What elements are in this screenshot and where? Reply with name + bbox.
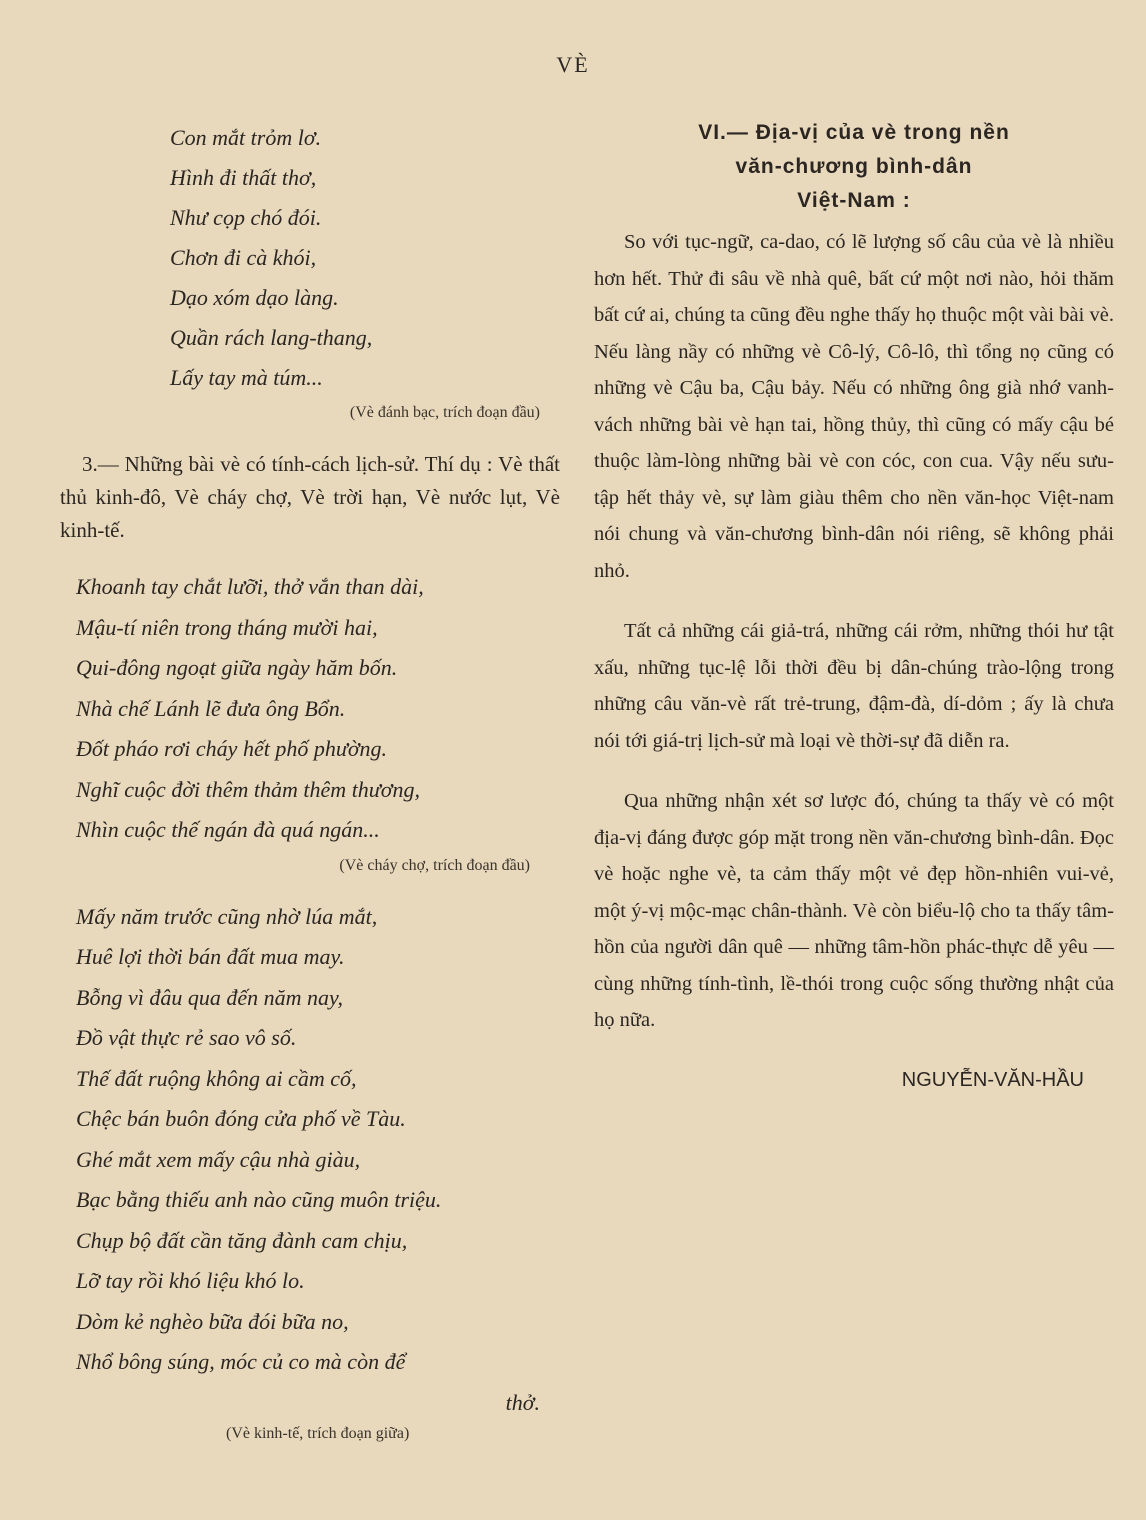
poem-line: Thế đất ruộng không ai cầm cố,	[76, 1065, 357, 1091]
poem-line: Qui-đông ngoạt giữa ngày hăm bốn.	[76, 655, 398, 680]
paragraph-text: Qua những nhận xét sơ lược đó, chúng ta thấy vè có một địa-vị đáng được góp mặt trong nền văn-chương bình-dân. Đọc vè hoặc nghe vè, ta cảm thấy một vẻ đẹp hồn-nhiên vui-vẻ, một ý-vị mộc-mạc chân-thành. Vè còn biểu-lộ cho ta thấy tâm-hồn của người dân quê — những tâm-hồn phác-thực dễ yêu — cùng những tính-tình, lề-thói trong cuộc sống thường nhật của họ nữa.	[594, 790, 1114, 1031]
paragraph-text: 3.— Những bài vè có tính-cách lịch-sử. Thí dụ : Vè thất thủ kinh-đô, Vè cháy chợ, Vè trời hạn, Vè nước lụt, Vè kinh-tế.	[60, 452, 560, 542]
section-heading-line: văn-chương bình-dân	[735, 155, 973, 178]
poem-line: thở.	[505, 1389, 540, 1415]
paragraph	[594, 783, 1114, 1039]
poem-line: Mậu-tí niên trong tháng mười hai,	[76, 614, 378, 640]
poem-line: Lấy tay mà túm...	[170, 365, 323, 390]
poem-line: Đồ vật thực rẻ sao vô số.	[76, 1025, 297, 1050]
paragraph-text: Tất cả những cái giả-trá, những cái rởm, những thói hư tật xấu, những tục-lệ lỗi thời đều bị dân-chúng trào-lộng trong những câu văn-vè rất trẻ-trung, đậm-đà, dí-dỏm ; ấy là chưa nói tới giá-trị lịch-sử mà loại vè thời-sự đã diễn ra.	[594, 620, 1114, 752]
poem-excerpt-kinh-te	[76, 897, 560, 1424]
poem-line: Hình đi thất thơ,	[170, 165, 317, 190]
poem-line: Mấy năm trước cũng nhờ lúa mắt,	[76, 903, 378, 929]
poem-line: Lỡ tay rồi khó liệu khó lo.	[76, 1268, 305, 1293]
poem-line: Nhìn cuộc thế ngán đà quá ngán...	[76, 817, 380, 842]
poem-line: Bỗng vì đâu qua đến năm nay,	[76, 984, 344, 1010]
section-heading-line: VI.— Địa-vị của vè trong nền	[698, 121, 1010, 144]
citation: (Vè đánh bạc, trích đoạn đầu)	[349, 404, 540, 421]
page-header: VÈ	[556, 52, 590, 77]
poem-line: Khoanh tay chắt lưỡi, thở vắn than dài,	[76, 574, 424, 599]
poem-line: Huê lợi thời bán đất mua may.	[76, 944, 345, 969]
poem-line: Như cọp chó đói.	[170, 205, 322, 230]
poem-line: Chơn đi cà khói,	[170, 245, 317, 270]
poem-line: Chụp bộ đất cần tăng đành cam chịu,	[76, 1227, 408, 1253]
author-signature: NGUYỄN-VĂN-HẦU	[901, 1068, 1084, 1091]
right-column	[594, 116, 1114, 1092]
poem-line: Đốt pháo rơi cháy hết phố phường.	[76, 736, 388, 761]
section-heading	[594, 116, 1114, 218]
left-column	[60, 118, 560, 1445]
poem-excerpt-chay-cho	[76, 567, 560, 851]
poem-line: Chệc bán buôn đóng cửa phố về Tàu.	[76, 1106, 406, 1131]
poem-line: Quần rách lang-thang,	[170, 325, 373, 350]
citation: (Vè cháy chợ, trích đoạn đầu)	[339, 856, 530, 874]
poem-line: Ghé mắt xem mấy cậu nhà giàu,	[76, 1146, 361, 1172]
paragraph-text: So với tục-ngữ, ca-dao, có lẽ lượng số câu của vè là nhiều hơn hết. Thử đi sâu về nhà quê, bất cứ một nơi nào, hỏi thăm bất cứ ai, chúng ta cũng đều nghe thấy họ thuộc một vài bài vè. Nếu làng nầy có những vè Cô-lý, Cô-lô, thì tổng nọ cũng có những vè Cậu ba, Cậu bảy. Nếu có những ông già nhớ vanh-vách những bài vè hạn tai, hồng thủy, thì cũng có mấy cậu bé thuộc làm-lòng những bài vè con cóc, con cua. Vậy nếu sưu-tập hết thảy vè, sự làm giàu thêm cho nền văn-học Việt-nam nói chung và văn-chương bình-dân nói riêng, sẽ không phải nhỏ.	[594, 231, 1114, 582]
poem-line: Bạc bằng thiếu anh nào cũng muôn triệu.	[76, 1187, 442, 1212]
poem-line: Nhà chế Lánh lẽ đưa ông Bổn.	[76, 695, 346, 721]
paragraph-section-3	[60, 448, 560, 547]
poem-line: Dòm kẻ nghèo bữa đói bữa no,	[76, 1308, 349, 1334]
poem-excerpt-danh-bac	[170, 118, 560, 398]
paragraph	[594, 613, 1114, 759]
poem-line: Dạo xóm dạo làng.	[170, 285, 339, 310]
paragraph	[594, 224, 1114, 589]
poem-line: Nghĩ cuộc đời thêm thảm thêm thương,	[76, 776, 421, 802]
section-heading-line: Việt-Nam :	[797, 189, 911, 212]
poem-line: Nhổ bông súng, móc củ co mà còn để	[76, 1349, 406, 1374]
poem-line: Con mắt trỏm lơ.	[170, 125, 322, 150]
citation: (Vè kinh-tế, trích đoạn giữa)	[226, 1425, 410, 1442]
